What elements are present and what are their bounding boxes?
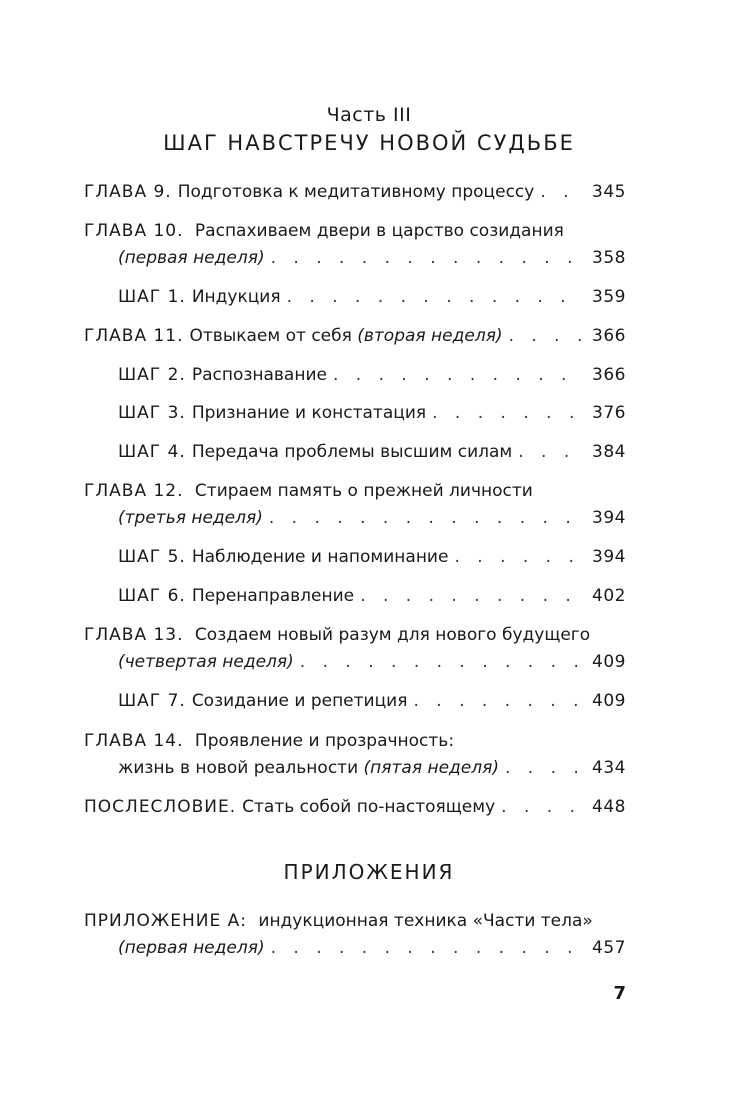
entry-label: ПРИЛОЖЕНИЕ А: (84, 911, 247, 931)
entry-title: Отвыкаем от себя (189, 326, 352, 346)
dot-leader (509, 323, 584, 349)
entry-label: ШАГ 6. (118, 586, 186, 606)
entry-label: ГЛАВА 9. (84, 182, 172, 202)
toc-entry-step-3[interactable] (118, 400, 626, 426)
entry-page: 409 (592, 691, 626, 711)
toc-entry-afterword[interactable] (84, 794, 626, 820)
dot-leader (501, 794, 584, 820)
toc-entry-chapter-10-cont[interactable] (118, 245, 626, 271)
toc-entry-chapter-10[interactable] (84, 218, 626, 244)
toc-entry-appendix-a-cont[interactable] (118, 935, 626, 961)
dot-leader (518, 439, 584, 465)
entry-label: ГЛАВА 10. (84, 221, 184, 241)
entry-page: 384 (592, 442, 626, 462)
entry-title: индукционная техника «Части тела» (258, 911, 593, 931)
entry-subtitle: (вторая неделя) (357, 326, 503, 346)
dot-leader (505, 755, 584, 781)
entry-title: Наблюдение и напоминание (191, 547, 449, 567)
entry-label: ШАГ 2. (118, 365, 186, 385)
dot-leader (540, 179, 584, 205)
entry-page: 448 (592, 797, 626, 817)
entry-page: 376 (592, 403, 626, 423)
part-label: Часть III (326, 104, 412, 126)
entry-page: 366 (592, 365, 626, 385)
entry-title: Стираем память о прежней личности (194, 481, 533, 501)
entry-title: Созидание и репетиция (191, 691, 408, 711)
entry-label: ШАГ 3. (118, 403, 186, 423)
entry-page: 402 (592, 586, 626, 606)
dot-leader (287, 284, 584, 310)
toc-entry-chapter-14-cont[interactable] (118, 755, 626, 781)
entry-title: Индукция (191, 287, 281, 307)
appendices-title: ПРИЛОЖЕНИЯ (283, 860, 455, 884)
entry-title: Передача проблемы высшим силам (191, 442, 513, 462)
entry-title: Создаем новый разум для нового будущего (194, 625, 591, 645)
toc-entry-chapter-13-cont[interactable] (118, 649, 626, 675)
dot-leader (269, 505, 584, 531)
entry-title: Распахиваем двери в царство созидания (194, 221, 564, 241)
toc-entry-step-7[interactable] (118, 688, 626, 714)
dot-leader (413, 688, 584, 714)
entry-title: Подготовка к медитативному процессу (177, 182, 535, 202)
entry-subtitle: (пятая неделя) (363, 758, 499, 778)
toc-entry-step-1[interactable] (118, 284, 626, 310)
toc-entry-chapter-12[interactable] (84, 478, 626, 504)
entry-label: ШАГ 1. (118, 287, 186, 307)
entry-subtitle: (четвертая неделя) (118, 652, 294, 672)
toc-entry-appendix-a[interactable] (84, 908, 626, 934)
entry-page: 394 (592, 508, 626, 528)
entry-page: 409 (592, 652, 626, 672)
page-number: 7 (613, 983, 626, 1004)
dot-leader (333, 362, 584, 388)
dot-leader (432, 400, 584, 426)
entry-label: ГЛАВА 13. (84, 625, 184, 645)
entry-label: ГЛАВА 11. (84, 326, 184, 346)
toc-entry-chapter-9[interactable] (84, 179, 626, 205)
entry-label: ШАГ 4. (118, 442, 186, 462)
entry-page: 345 (592, 182, 626, 202)
entry-title-cont: жизнь в новой реальности (118, 758, 359, 778)
toc-entry-step-2[interactable] (118, 362, 626, 388)
entry-title: Проявление и прозрачность: (194, 731, 455, 751)
dot-leader (271, 935, 584, 961)
entry-title: Стать собой по-настоящему (242, 797, 496, 817)
entry-title: Распознавание (191, 365, 327, 385)
entry-label: ПОСЛЕСЛОВИЕ. (84, 797, 237, 817)
dot-leader (300, 649, 584, 675)
entry-page: 366 (592, 326, 626, 346)
entry-title: Перенаправление (191, 586, 355, 606)
entry-page: 434 (592, 758, 626, 778)
dot-leader (271, 245, 584, 271)
toc-entry-chapter-12-cont[interactable] (118, 505, 626, 531)
entry-title: Признание и констатация (191, 403, 427, 423)
toc-entry-step-4[interactable] (118, 439, 626, 465)
entry-subtitle: (первая неделя) (118, 938, 265, 958)
part-title: ШАГ НАВСТРЕЧУ НОВОЙ СУДЬБЕ (163, 131, 575, 155)
entry-label: ШАГ 5. (118, 547, 186, 567)
entry-page: 394 (592, 547, 626, 567)
entry-label: ГЛАВА 12. (84, 481, 184, 501)
entry-page: 359 (592, 287, 626, 307)
entry-label: ШАГ 7. (118, 691, 186, 711)
entry-page: 358 (592, 248, 626, 268)
entry-page: 457 (592, 938, 626, 958)
entry-subtitle: (третья неделя) (118, 508, 263, 528)
entry-label: ГЛАВА 14. (84, 731, 184, 751)
toc-entry-chapter-14[interactable] (84, 728, 626, 754)
toc-entry-step-6[interactable] (118, 583, 626, 609)
entry-subtitle: (первая неделя) (118, 248, 265, 268)
toc-entry-chapter-11[interactable] (84, 323, 626, 349)
toc-entry-chapter-13[interactable] (84, 622, 626, 648)
dot-leader (360, 583, 584, 609)
dot-leader (454, 544, 584, 570)
toc-entry-step-5[interactable] (118, 544, 626, 570)
